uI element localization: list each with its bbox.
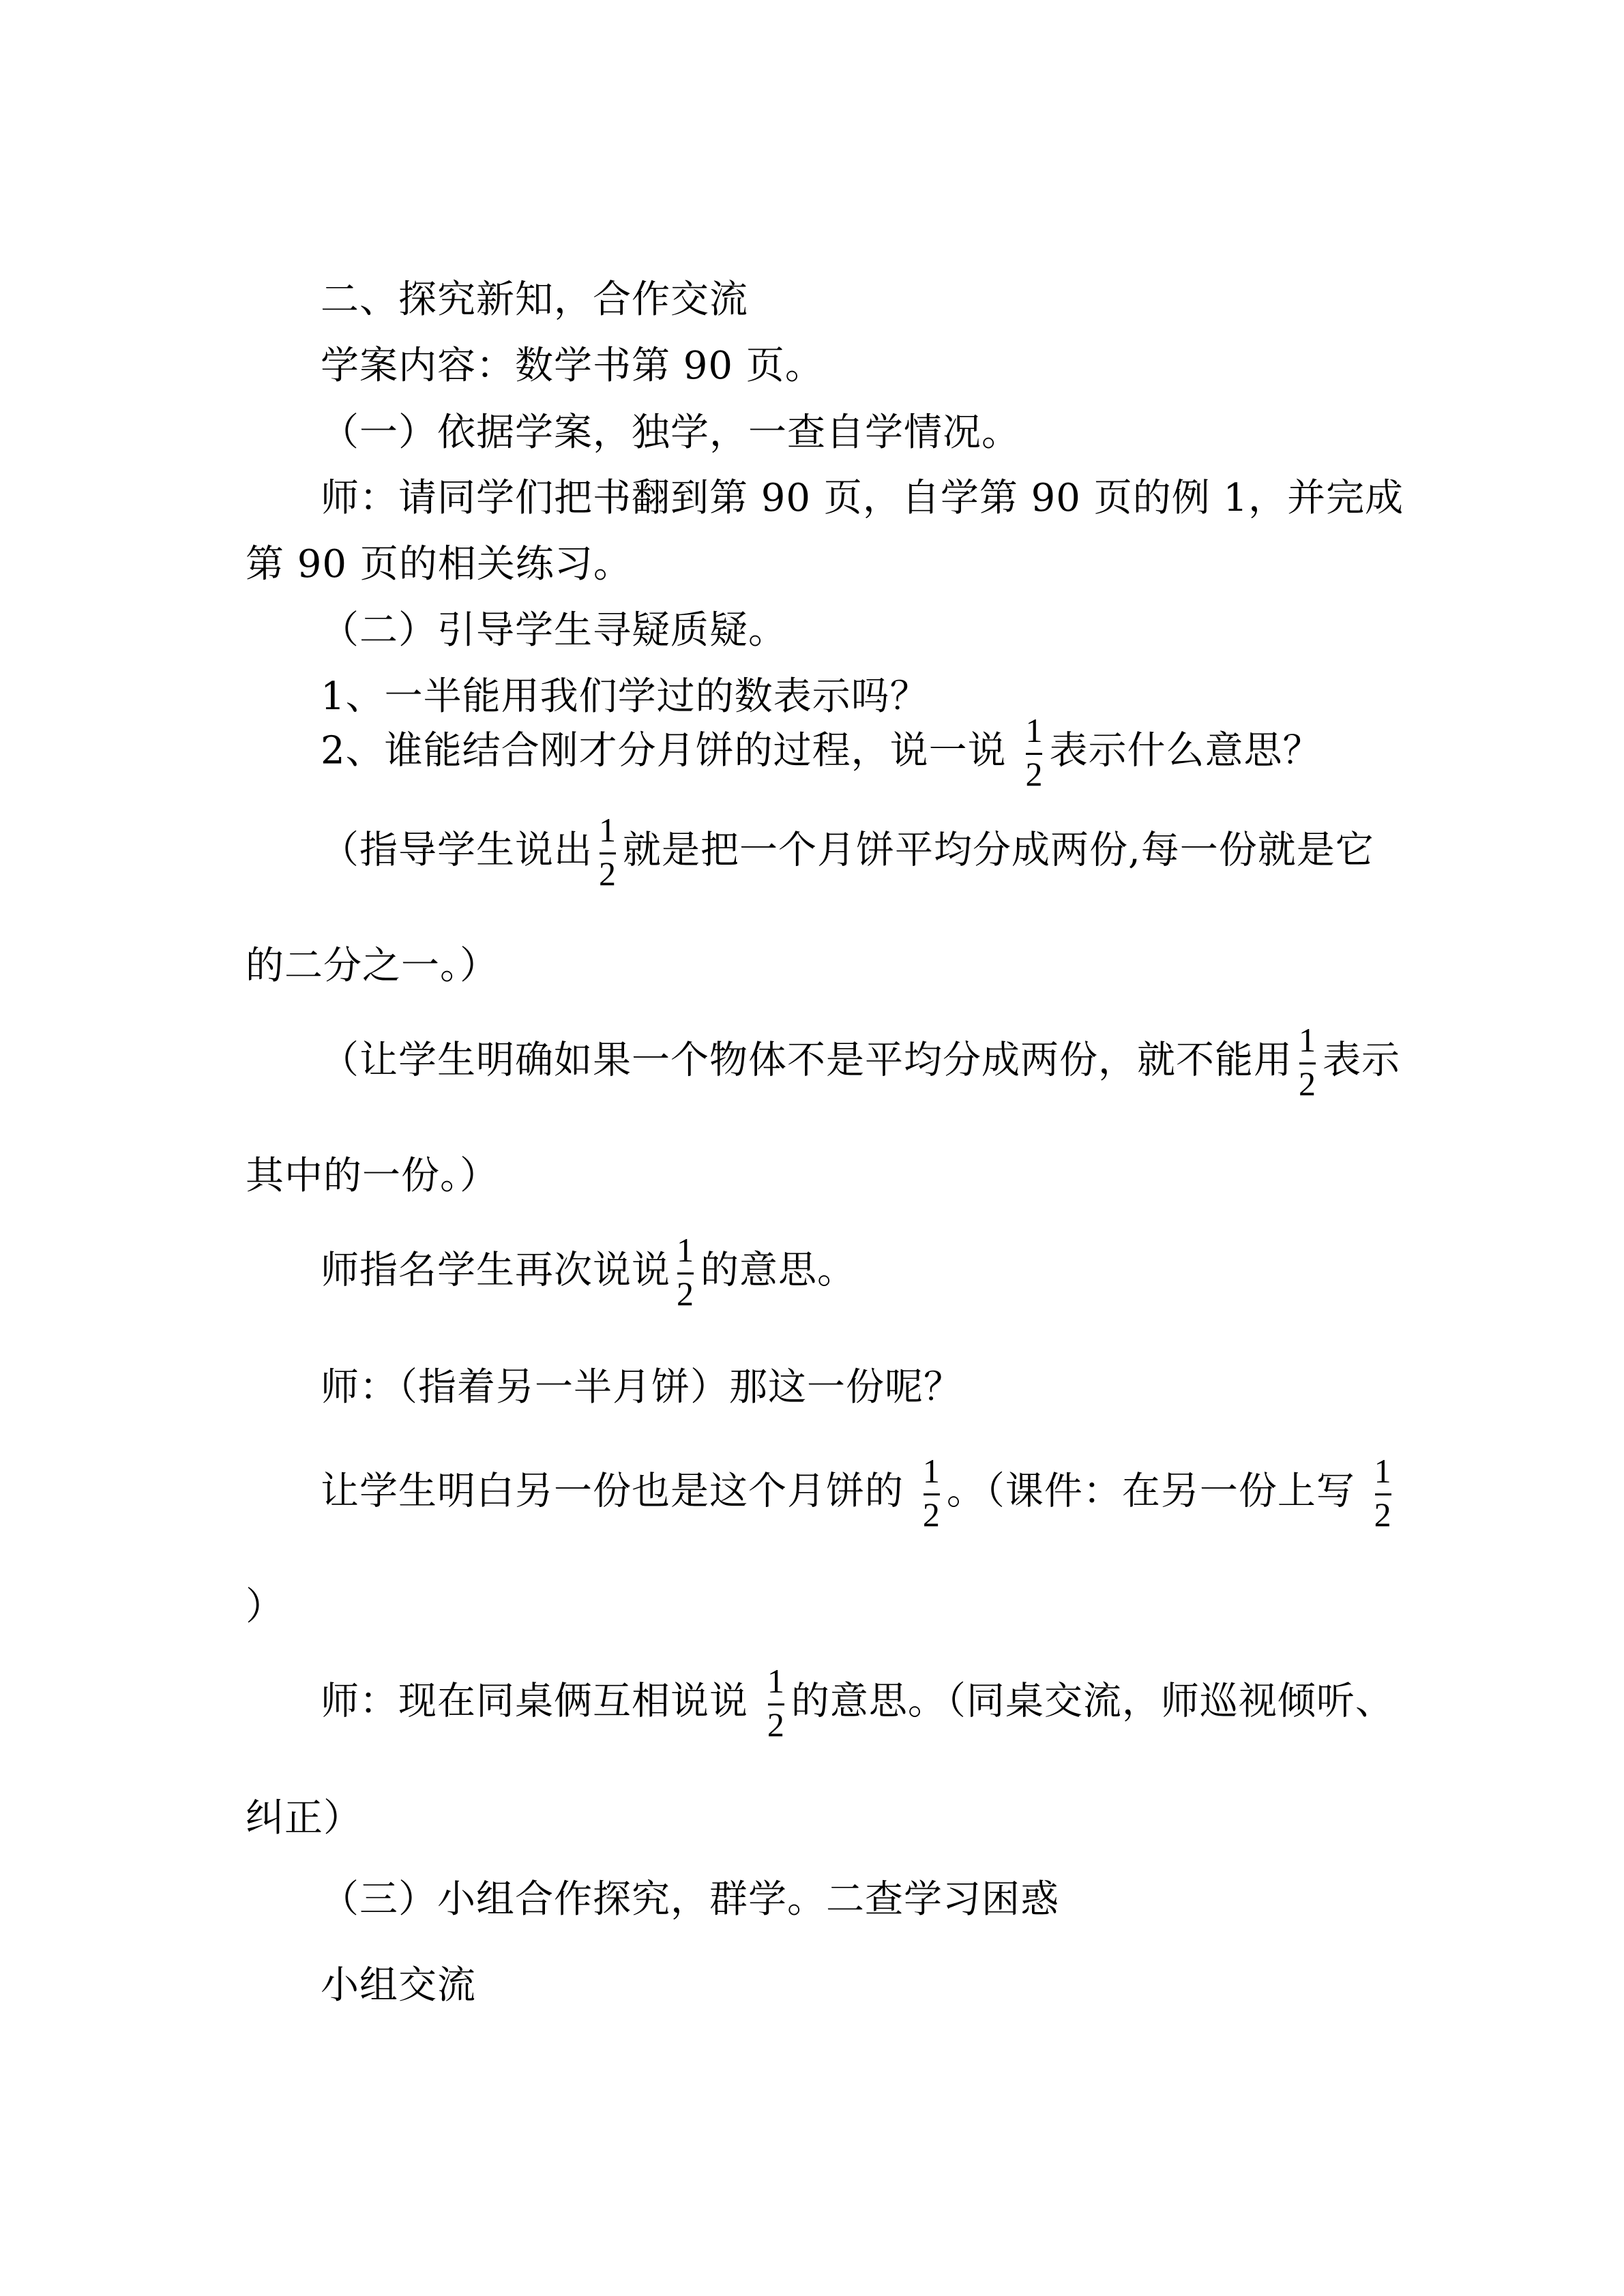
fraction-half: [1022, 709, 1046, 798]
name-student-text-end: 的意思。: [700, 1248, 856, 1293]
name-student-line: [321, 1229, 856, 1317]
question-one-line: 1、一半能用我们学过的数表示吗？: [321, 674, 929, 719]
fraction-denominator: 2: [922, 1495, 941, 1534]
pair-talk-text-end: 的意思。（同桌交流，师巡视倾听、: [791, 1679, 1394, 1724]
fraction-numerator: 1: [599, 811, 617, 849]
section-heading: 二、探究新知，合作交流: [321, 278, 748, 322]
fraction-denominator: 2: [677, 1274, 694, 1313]
fraction-numerator: 1: [677, 1231, 694, 1269]
name-student-text: 师指名学生再次说说: [321, 1248, 670, 1293]
clarify-text: （让学生明确如果一个物体不是平均分成两份，就不能用: [321, 1038, 1293, 1083]
fraction-denominator: 2: [1025, 755, 1044, 793]
clarify-text-end: 表示: [1323, 1038, 1400, 1083]
fraction-numerator: 1: [1025, 711, 1044, 749]
guide-line-continued: 的二分之一。）: [246, 944, 499, 988]
fraction-half: [919, 1450, 944, 1538]
pair-talk-text: 师：现在同桌俩互相说说: [321, 1679, 748, 1724]
fraction-denominator: 2: [599, 854, 617, 893]
fraction-half: [1295, 1019, 1320, 1107]
teacher-instruction-line: 师：请同学们把书翻到第 90 页，自学第 90 页的例 1，并完成: [321, 476, 1404, 520]
guide-text-end: 就是把一个月饼平均分成两份,每一份就是它: [623, 828, 1374, 873]
fraction-denominator: 2: [1374, 1495, 1392, 1534]
guide-text: （指导学生说出: [321, 828, 593, 873]
understand-line-continued: ）: [246, 1585, 284, 1629]
question-two-text: 2、谁能结合刚才分月饼的过程，说一说: [321, 728, 1007, 773]
fraction-half: [764, 1660, 788, 1748]
question-two-text-end: 表示什么意思？: [1049, 728, 1322, 773]
other-half-line: 师：（指着另一半月饼）那这一份呢？: [321, 1365, 962, 1410]
step-three-line: （三）小组合作探究，群学。二查学习困惑: [321, 1877, 1059, 1922]
fraction-denominator: 2: [767, 1705, 785, 1744]
pair-talk-line: [321, 1660, 1394, 1748]
guide-line: [321, 809, 1374, 897]
group-discussion-line: 小组交流: [321, 1963, 476, 2008]
fraction-numerator: 1: [1374, 1452, 1392, 1490]
fraction-half: [595, 809, 620, 897]
fraction-denominator: 2: [1299, 1064, 1316, 1103]
fraction-half: [673, 1229, 698, 1317]
understand-text-middle: 。（课件：在另一份上写: [946, 1469, 1355, 1514]
clarify-line: [321, 1019, 1400, 1107]
pair-talk-line-continued: 纠正）: [246, 1796, 362, 1840]
fraction-numerator: 1: [1299, 1021, 1316, 1059]
fraction-numerator: 1: [922, 1452, 941, 1490]
question-two-line: [321, 709, 1321, 798]
teacher-instruction-continued: 第 90 页的相关练习。: [246, 542, 632, 586]
clarify-line-continued: 其中的一份。）: [246, 1154, 499, 1198]
understand-line: [321, 1450, 1398, 1538]
fraction-numerator: 1: [767, 1662, 785, 1700]
step-two-line: （二）引导学生寻疑质疑。: [321, 608, 787, 653]
step-one-line: （一）依据学案，独学，一查自学情况。: [321, 411, 1020, 455]
study-plan-line: 学案内容：数学书第 90 页。: [321, 344, 824, 388]
fraction-half: [1371, 1450, 1396, 1538]
understand-text: 让学生明白另一份也是这个月饼的: [321, 1469, 904, 1514]
